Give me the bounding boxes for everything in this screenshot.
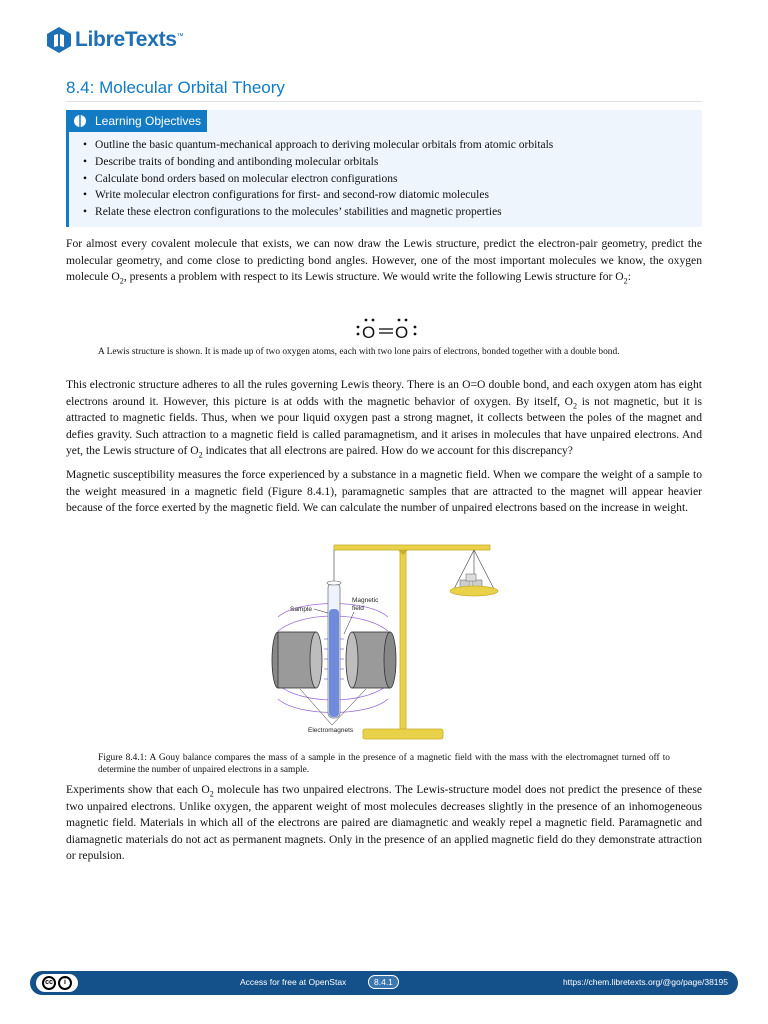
figure-caption: Figure 8.4.1: A Gouy balance compares the mass of a sample in the presence of a magnetic field with the mass with the electromagnet turned off to determine the number of unpaired electrons in a sample. [98, 753, 670, 776]
learning-objectives-box [66, 110, 702, 227]
list-item: • Relate these electron configurations to the molecules’ stabilities and magnetic properties [83, 204, 553, 221]
page-footer [30, 971, 738, 995]
label-magnetic-field-2: field [352, 605, 364, 612]
footer-url-link[interactable]: https://chem.libretexts.org/@go/page/38195 [562, 977, 728, 987]
list-item: • Write molecular electron configurations for first- and second-row diatomic molecules [83, 187, 553, 204]
libretexts-logo[interactable] [46, 26, 183, 54]
lewis-caption: A Lewis structure is shown. It is made up of two oxygen atoms, each with two lone pairs of electrons, bonded together with a double bond. [98, 347, 620, 357]
objectives-icon [73, 114, 87, 128]
cc-icon: cc [42, 976, 56, 990]
learning-objectives-heading: Learning Objectives [69, 110, 207, 132]
logo-text: LibreTexts™ [75, 28, 184, 51]
oxygen-atom-left: O [362, 323, 376, 342]
paragraph-susceptibility: Magnetic susceptibility measures the force experienced by a substance in a magnetic field. When we compare the weight of a sample to the weight measured in a magnetic field (Figure 8.4.1), paramagnetic samples that are attracted to the magnet will appear heavier because of the force exerted by the magnetic field. We can calculate the number of unpaired electrons based on the increase in weight. [66, 468, 702, 514]
label-electromagnets: Electromagnets [308, 727, 354, 734]
lewis-structure-o2 [352, 312, 422, 344]
footer-access-text: Access for free at OpenStax [240, 977, 347, 987]
paragraph-unpaired-electrons: Experiments show that each $O_2$ molecule has two unpaired electrons. The Lewis-structure model does not predict the presence of these two unpaired electrons. Unlike oxygen, the apparent weight of most molecules decreases slightly in the presence of an inhomogeneous magnetic field. Materials in which all of the electrons are paired are diamagnetic and weakly repel a magnetic field. Paramagnetic and diamagnetic materials do not act as permanent magnets. Only in the presence of an applied magnetic field do they demonstrate attraction or repulsion. [66, 783, 702, 862]
cc-license-badge[interactable] [36, 974, 78, 992]
balance-pan [450, 586, 498, 596]
label-magnetic-field-1: Magnetic [352, 597, 379, 604]
list-item: • Calculate bond orders based on molecular electron configurations [83, 171, 553, 188]
gouy-balance-figure [248, 539, 520, 747]
page-number-badge: 8.4.1 [368, 975, 399, 989]
balance-beam [334, 545, 490, 550]
title-divider [66, 101, 702, 102]
page-title: 8.4: Molecular Orbital Theory [66, 78, 285, 97]
learning-objectives-list [83, 137, 553, 221]
label-sample: Sample [290, 606, 313, 613]
list-item: • Outline the basic quantum-mechanical approach to deriving molecular orbitals from atomic orbitals [83, 137, 553, 154]
attribution-icon: i [58, 976, 72, 990]
oxygen-atom-right: O [395, 323, 409, 342]
paragraph-intro: For almost every covalent molecule that exists, we can now draw the Lewis structure, predict the electron-pair geometry, predict the molecular geometry, and come close to predicting bond angles. However, one of the most important molecules we know, the oxygen molecule $O_2$, presents a problem with respect to its Lewis structure. We would write the following Lewis structure for $O_2$: [66, 237, 702, 286]
paragraph-paramagnetism: This electronic structure adheres to all the rules governing Lewis theory. There is an O=O double bond, and each oxygen atom has eight electrons around it. However, this picture is at odds with the magnetic behavior of oxygen. By itself, $O_2$ is not magnetic, but it is attracted to magnetic fields. Thus, when we pour liquid oxygen past a strong magnet, it collects between the poles of the magnet and defies gravity. Such attraction to a magnetic field is called paramagnetism, and it arises in molecules that have unpaired electrons. And yet, the Lewis structure of $O_2$ indicates that all electrons are paired. How do we account for this discrepancy? [66, 378, 702, 460]
libretexts-logo-icon [46, 26, 72, 54]
balance-base [363, 729, 443, 739]
balance-post [400, 551, 406, 731]
list-item: • Describe traits of bonding and antibonding molecular orbitals [83, 154, 553, 171]
sample-liquid [329, 609, 339, 717]
